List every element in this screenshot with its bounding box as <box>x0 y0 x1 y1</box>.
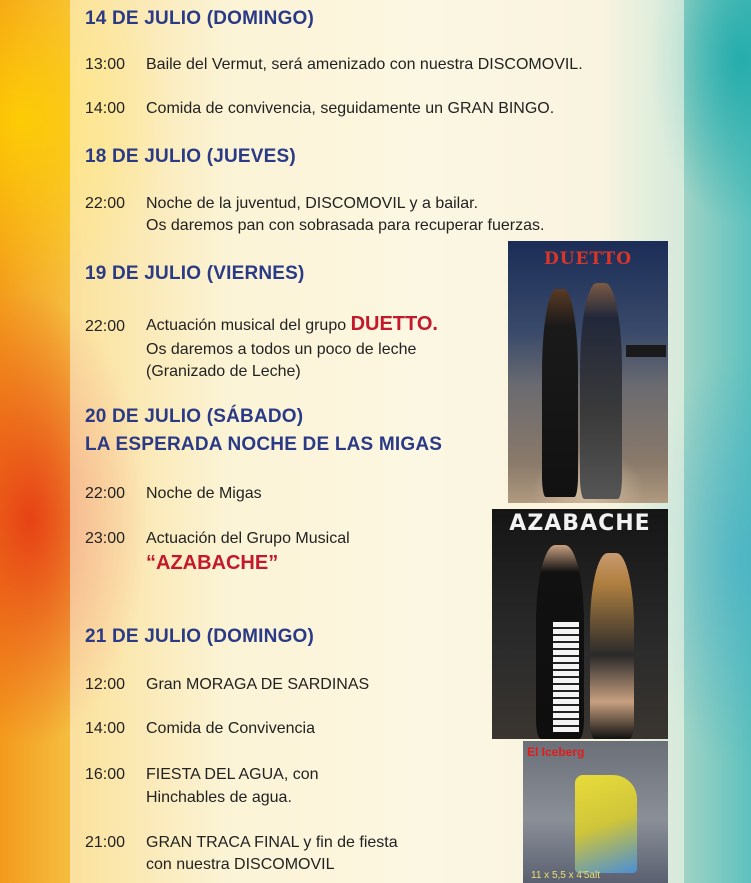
event-time: 16:00 <box>85 766 126 783</box>
duetto-band-photo <box>508 241 668 503</box>
event-time: 13:00 <box>85 56 126 73</box>
keyboard-shape <box>626 345 666 357</box>
event-time: 21:00 <box>85 834 126 851</box>
event-time: 22:00 <box>85 318 126 335</box>
event-description: Noche de Migas <box>146 485 262 502</box>
event-time: 22:00 <box>85 195 126 212</box>
event-time: 12:00 <box>85 676 126 693</box>
musician-figure <box>580 283 622 499</box>
event-description: Gran MORAGA DE SARDINAS <box>146 676 370 693</box>
day-heading: 20 DE JULIO (SÁBADO) <box>85 406 304 427</box>
band-name-duetto: DUETTO. <box>350 313 438 335</box>
event-time: 14:00 <box>85 720 126 737</box>
band-name-azabache: “AZABACHE” <box>146 552 279 574</box>
singer-figure <box>542 289 578 497</box>
event-description: Noche de la juventud, DISCOMOVIL y a bailar. <box>146 195 479 212</box>
event-description: Actuación del Grupo Musical <box>146 530 350 547</box>
inflatable-photo <box>523 741 668 883</box>
event-description: Comida de Convivencia <box>146 720 315 737</box>
event-description: Comida de convivencia, seguidamente un GRAN BINGO. <box>146 100 555 117</box>
singer-figure <box>590 553 634 739</box>
event-description: GRAN TRACA FINAL y fin de fiesta <box>146 834 398 851</box>
event-description: FIESTA DEL AGUA, con <box>146 766 319 783</box>
day-heading: 14 DE JULIO (DOMINGO) <box>85 8 315 29</box>
duetto-photo-title: DUETTO <box>543 249 633 269</box>
azabache-photo-title: AZABACHE <box>509 511 651 536</box>
event-description: (Granizado de Leche) <box>146 363 301 380</box>
inflatable-slide <box>575 775 637 873</box>
day-subheading: LA ESPERADA NOCHE DE LAS MIGAS <box>85 434 443 455</box>
day-heading: 19 DE JULIO (VIERNES) <box>85 263 305 284</box>
inflatable-dimensions: 11 x 5,5 x 4'5alt <box>531 870 600 881</box>
event-time: 22:00 <box>85 485 126 502</box>
event-prefix: Actuación musical del grupo <box>146 317 351 334</box>
inflatable-photo-title: El Iceberg <box>527 745 585 759</box>
event-description: Os daremos a todos un poco de leche <box>146 341 417 358</box>
day-heading: 18 DE JULIO (JUEVES) <box>85 146 296 167</box>
event-time: 14:00 <box>85 100 126 117</box>
event-description: Hinchables de agua. <box>146 789 292 806</box>
day-heading: 21 DE JULIO (DOMINGO) <box>85 626 315 647</box>
piano-keys <box>552 621 580 733</box>
event-description: Baile del Vermut, será amenizado con nuestra DISCOMOVIL. <box>146 56 583 73</box>
event-description <box>146 314 438 336</box>
azabache-band-photo <box>492 509 668 739</box>
event-description: Os daremos pan con sobrasada para recuperar fuerzas. <box>146 217 545 234</box>
event-description: con nuestra DISCOMOVIL <box>146 856 335 873</box>
event-time: 23:00 <box>85 530 126 547</box>
